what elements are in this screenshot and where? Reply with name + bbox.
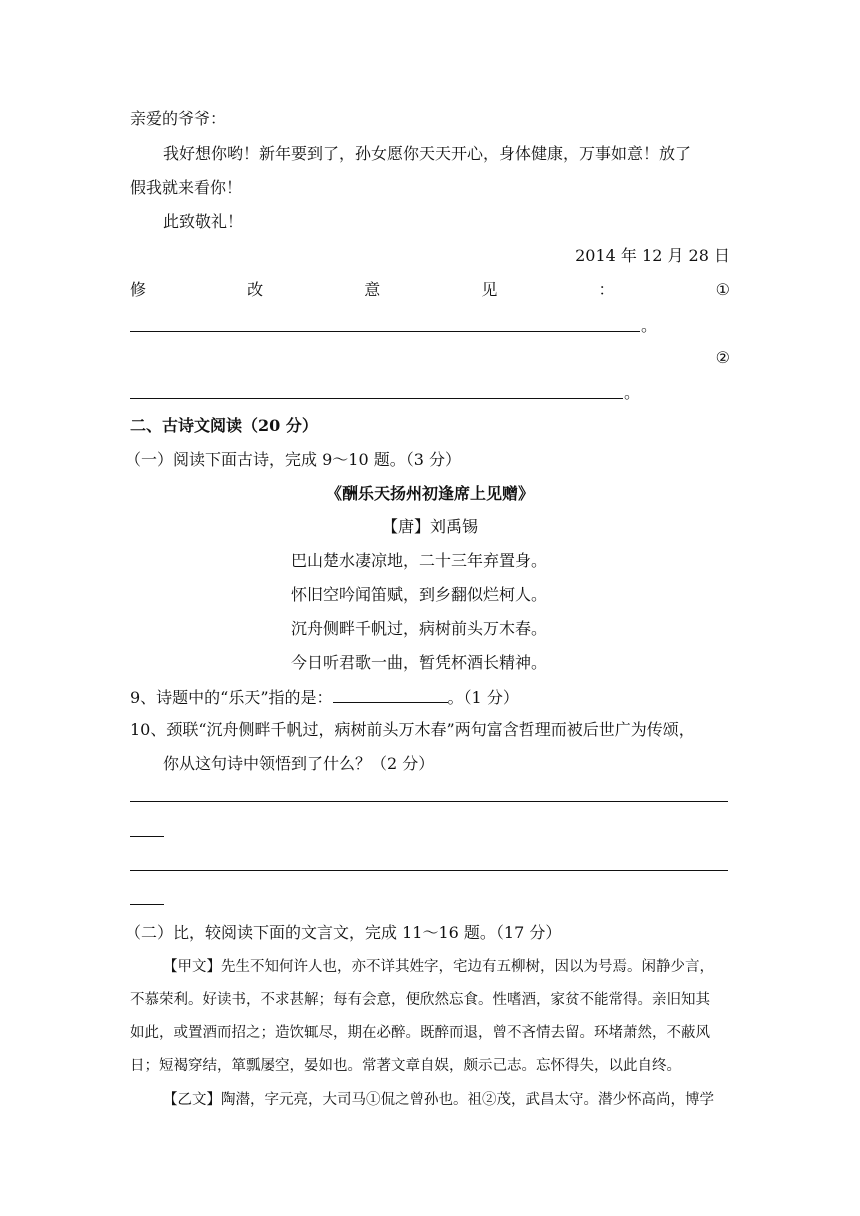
question-10-line-1: 10、颈联“沉舟侧畔千帆过，病树前头万木春”两句富含哲理而被后世广为传颂， [130,720,695,739]
question-9-text: 9、诗题中的“乐天”指的是： [130,688,333,707]
jia-text-line: 不慕荣利。好读书，不求甚解；每有会意，便欣然忘食。性嗜酒，家贫不能常得。亲旧知其 [130,992,710,1008]
revision-char: 意 [364,280,381,299]
poem-line: 怀旧空吟闻笛赋，到乡翻似烂柯人。 [291,585,548,604]
letter-closing: 此致敬礼！ [163,212,244,231]
revision-char: ： [598,280,615,299]
revision-char: 修 [130,280,147,299]
answer-blank[interactable] [333,688,448,703]
revision-end-2: 。 [624,383,641,402]
answer-line [130,801,728,802]
revision-end-1: 。 [641,316,658,335]
poem-line: 今日听君歌一曲，暂凭杯酒长精神。 [291,653,548,672]
revision-char: 见 [481,280,498,299]
letter-body-line-1: 我好想你哟！新年要到了，孙女愿你天天开心，身体健康，万事如意！放了 [163,144,692,163]
jia-text-line: 如此，或置酒而招之；造饮辄尽，期在必醉。既醉而退，曾不吝情去留。环堵萧然，不蔽风 [130,1025,710,1041]
section-heading: 二、古诗文阅读（20 分） [130,416,318,435]
poem-author: 【唐】刘禹锡 [381,517,478,536]
revision-marker-2: ② [715,348,730,367]
letter-date: 2014 年 12 月 28 日 [575,246,730,265]
answer-line [130,904,164,905]
letter-salutation: 亲爱的爷爷： [130,109,227,128]
answer-line [130,331,640,332]
part2-intro: （二）比，较阅读下面的文言文，完成 11～16 题。（17 分） [125,923,562,942]
jia-text-line: 【甲文】先生不知何许人也，亦不详其姓字，宅边有五柳树，因以为号焉。闲静少言， [163,959,714,975]
revision-marker-1: ① [715,280,730,299]
poem-line: 巴山楚水凄凉地，二十三年弃置身。 [291,551,548,570]
revision-label-row [130,282,730,298]
part1-intro: （一）阅读下面古诗，完成 9～10 题。（3 分） [125,450,461,469]
revision-char: 改 [247,280,264,299]
answer-line [130,836,164,837]
letter-body-line-2: 假我就来看你！ [130,178,243,197]
question-9-suffix: 。（1 分） [447,688,519,707]
yi-text-line: 【乙文】陶潜，字元亮，大司马①侃之曾孙也。祖②茂，武昌太守。潜少怀高尚，博学 [163,1092,714,1108]
question-10-line-2: 你从这句诗中领悟到了什么？（2 分） [163,754,435,773]
poem-title: 《酬乐天扬州初逢席上见赠》 [325,484,534,503]
answer-line [130,398,623,399]
question-9 [130,688,519,706]
poem-line: 沉舟侧畔千帆过，病树前头万木春。 [291,619,548,638]
jia-text-line: 日；短褐穿结，箪瓢屡空，晏如也。常著文章自娱，颇示己志。忘怀得失，以此自终。 [130,1058,681,1074]
answer-line [130,870,728,871]
